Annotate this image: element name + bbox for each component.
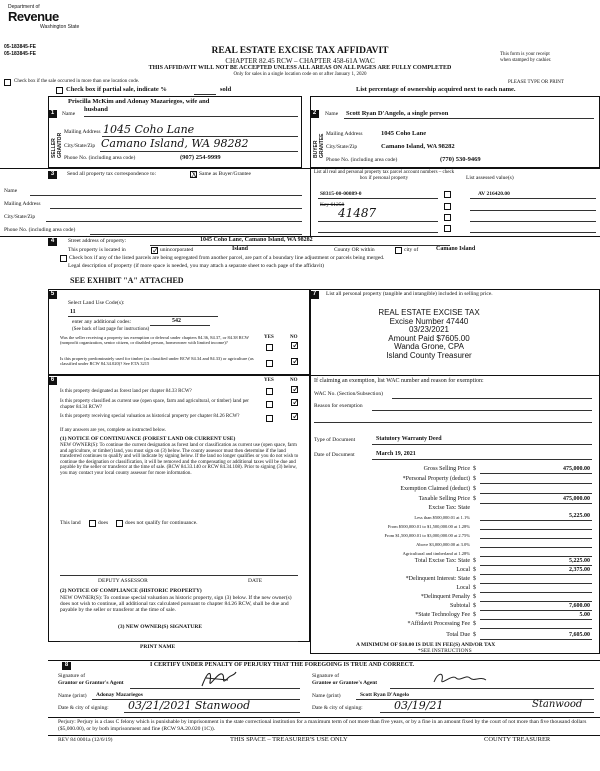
corr-phone-line[interactable] — [90, 234, 302, 235]
s5-q2-no[interactable]: ✓ — [292, 356, 300, 366]
this-land-label: This land — [60, 520, 81, 526]
grantee-city-value: Stanwood — [532, 699, 583, 710]
grantee-name-label: Name (print) — [312, 693, 341, 699]
delinq-int-underline — [480, 583, 592, 584]
rule-parcels-left — [310, 168, 311, 236]
local-underline — [480, 574, 592, 575]
grantor-signature — [198, 668, 238, 690]
wac-line[interactable] — [392, 398, 592, 399]
grantor-date-label: Date & city of signing: — [58, 705, 109, 711]
rev-number: REV 84 0001a (12/6/19) — [58, 737, 113, 743]
perjury-note: Perjury: Perjury is a class C felony which is punishable by imprisonment in the state correctional institution for a maximum term of not more than five years, or by a fine in an amount fixed by the court of not more than five thousand dollars ($5,000.00), or by both imprisonment and fine (RCW 9A.20.020 (1C)). — [58, 719, 587, 732]
grantee-sig-label-1: Signature of — [312, 673, 340, 679]
section-2-marker: 2 — [310, 110, 319, 118]
tech-fee-value: 5.00 — [579, 612, 590, 618]
street-label: Street address of property: — [68, 238, 127, 244]
s6-q3-no[interactable]: ✓ — [292, 411, 300, 421]
s6-if-yes: If any answers are yes, complete as instructed below. — [60, 428, 167, 433]
land-use-label: Select Land Use Code(s): — [68, 300, 125, 306]
send-corr-label: Send all property tax correspondence to: — [67, 171, 157, 177]
section-6-marker: 6 — [48, 377, 57, 385]
treasurer-stamp — [354, 309, 504, 360]
s5-q1-yes[interactable] — [266, 344, 273, 351]
bracket-4-underline — [480, 547, 592, 548]
bracket-3-underline — [480, 538, 592, 539]
segregated-checkbox[interactable] — [60, 255, 67, 262]
excise-state-label: Excise Tax: State — [428, 505, 470, 511]
s5-q2-yes[interactable] — [266, 360, 273, 367]
s5-q1: Was the seller receiving a property tax exemption or deferral under chapters 84.36, 84.37, or 84.38 RCW (nonprofit organization, senior citizen, or disabled person, homeowner with limited income)? — [60, 335, 249, 345]
stamp-line-6: Island County Treasurer — [386, 350, 472, 360]
unincorporated-checkbox[interactable]: ✓ — [152, 246, 159, 255]
personal-dollar: $ — [473, 476, 476, 482]
s6-q1: Is this property designated as forest land per chapter 84.33 RCW? — [60, 389, 192, 394]
city-of-checkbox[interactable] — [395, 247, 402, 254]
list-pct-note: List percentage of ownership acquired next to each name. — [356, 86, 516, 93]
receipt-note-1: This form is your receipt — [500, 52, 550, 57]
seller-side-label: SELLER GRANTOR — [51, 132, 63, 158]
new-owner-sig-label: (3) NEW OWNER(S) SIGNATURE — [118, 624, 202, 630]
stamp-line-4: Amount Paid $7605.00 — [388, 333, 470, 343]
corr-name-line[interactable] — [30, 195, 302, 196]
total-state-label: Total Excise Tax: State — [414, 558, 470, 564]
gross-label: Gross Selling Price — [423, 466, 470, 472]
city-name: Camano Island — [436, 246, 476, 252]
assessed-4-underline — [470, 232, 596, 233]
land-use-underline — [68, 316, 218, 317]
section-5-marker: 5 — [48, 291, 57, 299]
grantor-name-value: Adonay Mazariegos — [96, 692, 143, 698]
doc-date-label: Date of Document — [314, 452, 355, 458]
affidavit-fee-label: *Affidavit Processing Fee — [407, 621, 470, 627]
total-state-dollar: $ — [473, 558, 476, 564]
seller-phone-value: (907) 254-9999 — [180, 154, 221, 161]
parcel-3-personal-checkbox[interactable] — [444, 214, 451, 221]
rule-perjury-top — [48, 717, 600, 718]
buyer-name-underline — [344, 118, 594, 119]
section-3-marker: 3 — [48, 171, 57, 179]
section-7-marker: 7 — [310, 291, 319, 299]
buyer-city-value: Camano Island, WA 98282 — [381, 143, 455, 150]
rule-section3-top — [0, 168, 600, 169]
land-does-not-checkbox[interactable] — [116, 520, 123, 527]
grantee-sig-label-2: Grantee or Grantee's Agent — [312, 680, 378, 686]
rule-section8-top — [48, 660, 600, 661]
corr-mailing-label: Mailing Address — [4, 201, 41, 207]
taxable-dollar: $ — [473, 496, 476, 502]
assessed-2-underline — [470, 210, 596, 211]
county-label: County OR within — [334, 247, 375, 253]
form-id-1: 05-183845-FE — [4, 44, 36, 50]
parcel-4-personal-checkbox[interactable] — [444, 225, 451, 232]
doc-type-underline — [372, 444, 592, 445]
minimum-note: A MINIMUM OF $10.00 IS DUE IN FEE(S) AND/OR TAX — [356, 642, 496, 648]
taxable-label: Taxable Selling Price — [418, 496, 470, 502]
bracket-5-label: Agricultural and timberland at 1.28% — [402, 551, 470, 556]
rule-exemption-top — [310, 375, 600, 376]
form-id-2: 05-183845-FE — [4, 51, 36, 57]
unincorporated-label: unincorporated — [160, 247, 194, 253]
street-underline — [150, 245, 450, 246]
s5-no-header: NO — [290, 335, 298, 340]
grantee-date-underline — [380, 712, 594, 713]
total-state-underline — [480, 565, 592, 566]
reason-label: Reason for exemption — [314, 403, 363, 409]
grantor-sig-line — [130, 688, 300, 689]
bracket-4-label: Above $3,000,000.00 at 3.0% — [416, 542, 470, 547]
grantor-name-label: Name (print) — [58, 693, 87, 699]
bracket-5-underline — [480, 556, 592, 557]
total-due-label: Total Due — [446, 632, 470, 638]
s6-no-header: NO — [290, 378, 298, 383]
section-1-marker: 1 — [48, 110, 57, 118]
bracket-1-value: 5,225.00 — [569, 513, 590, 519]
exemption-dollar: $ — [473, 486, 476, 492]
buyer-side-label: BUYER GRANTEE — [313, 133, 325, 158]
print-name-label: PRINT NAME — [140, 644, 176, 650]
grantee-signature — [430, 668, 490, 690]
delinq-pen-underline — [480, 601, 592, 602]
seller-name-line2: husband — [84, 106, 108, 113]
additional-codes-value: 542 — [172, 318, 181, 324]
stamp-line-3: 03/23/2021 — [408, 325, 450, 334]
deputy-sig-line — [60, 575, 298, 576]
parcel-4-underline — [318, 232, 438, 233]
form-notice-sub: Only for sales in a single location code on or after January 1, 2020 — [233, 72, 367, 77]
corr-city-label: City/State/Zip — [4, 214, 36, 220]
buyer-mailing-label: Mailing Address — [326, 131, 363, 137]
assessed-1-underline — [470, 198, 596, 199]
buyer-phone-value: (770) 530-9469 — [440, 156, 481, 163]
gross-value: 475,000.00 — [563, 466, 590, 472]
subtotal-underline — [480, 610, 592, 611]
doc-date-value: March 19, 2021 — [376, 451, 416, 457]
form-title: REAL ESTATE EXCISE TAX AFFIDAVIT — [211, 46, 389, 56]
local2-label: Local — [456, 585, 470, 591]
segregated-label: Check box if any of the listed parcels are being segregated from another parcel, are part of a boundary line adjustment or parcels being merged. — [69, 255, 385, 261]
grantee-sig-line — [390, 688, 594, 689]
buyer-city-label: City/State/Zip — [326, 144, 358, 150]
s6-q3-yes[interactable] — [266, 415, 273, 422]
compliance-title: (2) NOTICE OF COMPLIANCE (HISTORIC PROPERTY) — [60, 588, 202, 594]
assessed-1: AV 216420.00 — [478, 191, 510, 197]
doc-date-underline — [372, 459, 592, 460]
s6-q2: Is this property classified as current use (open space, farm and agricultural, or timber) land per chapter 84.34 RCW? — [60, 399, 249, 410]
sold-label: sold — [220, 86, 232, 93]
tech-fee-label: *State Technology Fee — [415, 612, 470, 618]
see-back-note: (See back of last page for instructions) — [72, 327, 150, 332]
parcel-2-handwritten: 41487 — [338, 206, 377, 220]
additional-codes-label: enter any additional codes: — [72, 319, 132, 325]
parcel-2-struck: Key 61258 — [320, 202, 345, 208]
compliance-body: NEW OWNER(S): To continue special valuation as historic property, sign (3) below. If the new owner(s) does not wish to continue, all additional tax calculated pursuant to chapter 84.26 RCW, shall be due and payable by the seller or transferor at the time of sale. — [60, 595, 292, 613]
exemption-deduct-label: Exemption Claimed (deduct) — [400, 486, 470, 492]
total-due-value: 7,605.00 — [569, 632, 590, 638]
grantee-date-label: Date & city of signing: — [312, 705, 363, 711]
affidavit-fee-underline — [480, 628, 592, 629]
buyer-name-label: Name — [325, 111, 339, 117]
seller-mailing-label: Mailing Address — [64, 129, 101, 135]
treasurer-use-label: THIS SPACE – TREASURER'S USE ONLY — [230, 736, 348, 743]
tech-fee-dollar: $ — [473, 612, 476, 618]
land-does-not-label: does not qualify for continuance. — [125, 520, 198, 526]
delinq-pen-label: *Delinquent Penalty — [420, 594, 470, 600]
personal-deduct-label: *Personal Property (deduct) — [402, 476, 470, 482]
corr-name-label: Name — [4, 188, 18, 194]
grantor-sig-label-1: Signature of — [58, 673, 86, 679]
doc-type-label: Type of Document — [314, 437, 356, 443]
s5-q1-no[interactable]: ✓ — [292, 340, 300, 350]
agency-top: Department of — [8, 4, 40, 10]
grantor-date-underline — [124, 712, 300, 713]
personal-property-label: List all personal property (tangible and intangible) included in selling price. — [326, 291, 493, 297]
parcel-2-personal-checkbox[interactable] — [444, 203, 451, 210]
section-4-marker: 4 — [48, 238, 57, 246]
subtotal-label: Subtotal — [449, 603, 470, 609]
grantor-sig-label-2: Grantor or Grantor's Agent — [58, 680, 124, 686]
reason-line-2[interactable] — [314, 422, 592, 423]
deputy-date-label: DATE — [248, 578, 263, 584]
s6-q2-no[interactable]: ✓ — [292, 397, 300, 407]
local2-dollar: $ — [473, 585, 476, 591]
delinq-int-label: *Delinquent Interest: State — [405, 576, 470, 582]
partial-pct-line[interactable] — [194, 94, 216, 95]
seller-name-line1: Priscilla McKim and Adonay Mazariegos, wife and — [68, 98, 210, 105]
s6-q1-yes[interactable] — [266, 388, 273, 395]
receipt-note-2: when stamped by cashier. — [500, 58, 552, 63]
continuance-body: NEW OWNER(S): To continue the current designation as forest land or classification as current use (open space, farm and agriculture, or timber) land, you must sign on (3) below. The county assessor must then determine if the land transferred continues to qualify and will indicate by signing below. If the land no longer qualifies or you do not wish to continue the designation or classification, it will be removed and the compensating or additional taxes will be due and payable by the seller or transferor at the time of sale. (RCW 84.33.140 or RCW 84.34.108). Prior to signing (3) below, you may contact your local county assessor for more information. — [60, 443, 299, 476]
assessed-header: List assessed value(s) — [466, 175, 514, 181]
s6-q2-yes[interactable] — [266, 401, 273, 408]
wac-label: WAC No. (Section/Subsection) — [314, 391, 383, 397]
parcel-1: S8315-00-00089-0 — [320, 191, 362, 197]
multi-location-checkbox[interactable] — [4, 79, 11, 86]
parcels-header: List all real and personal property tax parcel account numbers – check box if personal property — [313, 170, 455, 181]
additional-underline — [150, 325, 210, 326]
gross-underline — [480, 473, 592, 474]
stamp-line-5: Wanda Grone, CPA — [394, 342, 464, 351]
continuance-title: (1) NOTICE OF CONTINUANCE (FOREST LAND OR CURRENT USE) — [60, 436, 236, 442]
doc-type-value: Statutory Warranty Deed — [376, 436, 442, 442]
print-note: PLEASE TYPE OR PRINT — [508, 80, 564, 85]
local-label: Local — [456, 567, 470, 573]
land-does-checkbox[interactable] — [89, 520, 96, 527]
s6-yes-header: YES — [264, 378, 274, 383]
gross-dollar: $ — [473, 466, 476, 472]
section-8-marker: 8 — [62, 662, 71, 670]
seller-city-underline — [100, 151, 298, 152]
stamp-line-2: Excise Number 47440 — [389, 316, 469, 326]
seller-mailing-value: 1045 Coho Lane — [103, 123, 195, 136]
partial-sale-label: Check box if partial sale, indicate % — [66, 86, 167, 93]
buyer-phone-label: Phone No. (including area code) — [326, 157, 398, 163]
form-subtitle: CHAPTER 82.45 RCW – CHAPTER 458-61A WAC — [225, 57, 375, 65]
local-value: 2,375.00 — [569, 567, 590, 573]
local2-underline — [480, 592, 592, 593]
county-treasurer-label: COUNTY TREASURER — [484, 736, 551, 743]
seller-phone-label: Phone No. (including area code) — [64, 155, 136, 161]
grantee-date-value: 03/19/21 — [394, 699, 444, 712]
agency-logo: Revenue — [8, 9, 59, 24]
bracket-1-underline — [480, 520, 592, 521]
corr-phone-label: Phone No. (including area code) — [4, 227, 76, 233]
reason-line[interactable] — [372, 410, 592, 411]
total-due-underline — [480, 639, 592, 640]
corr-mailing-line[interactable] — [50, 208, 302, 209]
s6-q1-no[interactable]: ✓ — [292, 384, 300, 394]
exemption-claim-label: If claiming an exemption, list WAC number and reason for exemption: — [314, 378, 484, 384]
street-value: 1045 Coho Lane, Camano Island, WA 98282 — [200, 237, 313, 243]
parcel-1-underline — [318, 198, 438, 199]
agency-sub: Washington State — [40, 24, 80, 30]
parcel-3-underline — [318, 221, 438, 222]
seller-name-label: Name — [62, 111, 76, 117]
taxable-value: 475,000.00 — [563, 496, 590, 502]
parcel-1-personal-checkbox[interactable] — [444, 191, 451, 198]
legal-label: Legal description of property (if more space is needed, you may attach a separate sheet to each page of the affidavit) — [68, 263, 324, 269]
personal-underline — [480, 483, 592, 484]
seller-name-underline — [84, 116, 298, 117]
subtotal-value: 7,600.00 — [569, 603, 590, 609]
total-state-value: 5,225.00 — [569, 558, 590, 564]
print-name-line — [60, 641, 298, 642]
s5-q2: Is this property predominately used for timber (as classified under RCW 84.34 and 84.33) or agriculture (as classified under RCW 84.34.020)? See ETA 3215 — [60, 356, 254, 366]
buyer-name-value: Scott Ryan D'Angelo, a single person — [346, 110, 449, 117]
see-exhibit: SEE EXHIBIT "A" ATTACHED — [70, 276, 184, 285]
land-does-label: does — [98, 520, 109, 526]
grantee-name-value: Scott Ryan D'Angelo — [360, 692, 410, 698]
land-use-value: 11 — [70, 309, 76, 315]
same-as-buyer-checkbox[interactable]: X — [191, 170, 197, 179]
see-instructions: *SEE INSTRUCTIONS — [418, 648, 472, 654]
form-notice: THIS AFFIDAVIT WILL NOT BE ACCEPTED UNLESS ALL AREAS ON ALL PAGES ARE FULLY COMPLETED — [148, 65, 452, 71]
tech-fee-underline — [480, 619, 592, 620]
grantor-date-value: 03/21/2021 Stanwood — [128, 699, 251, 712]
exemption-underline — [480, 493, 592, 494]
total-due-dollar: $ — [473, 632, 476, 638]
multi-location-label: Check box if the sale occurred in more than one location code. — [14, 79, 140, 84]
bracket-2-underline — [480, 529, 592, 530]
local-dollar: $ — [473, 567, 476, 573]
located-label: This property is located in — [68, 247, 126, 253]
taxable-underline — [480, 503, 592, 504]
delinq-int-dollar: $ — [473, 576, 476, 582]
buyer-mailing-value: 1045 Coho Lane — [381, 130, 427, 137]
partial-sale-checkbox[interactable] — [56, 87, 63, 94]
delinq-pen-dollar: $ — [473, 594, 476, 600]
seller-city-value: Camano Island, WA 98282 — [101, 137, 249, 150]
bracket-1-label: Less than $500,000.01 at 1.1% — [414, 515, 470, 520]
subtotal-dollar: $ — [473, 603, 476, 609]
bracket-3-label: From $1,500,000.01 to $3,000,000.00 at 2.75% — [384, 533, 470, 538]
same-as-buyer-label: Same as Buyer/Grantee — [199, 171, 251, 177]
city-of-label: city of — [404, 247, 419, 253]
corr-city-line[interactable] — [46, 221, 302, 222]
bracket-2-label: From $500,000.01 to $1,500,000.00 at 1.28% — [387, 524, 470, 529]
deputy-assessor-label: DEPUTY ASSESSOR — [98, 578, 148, 584]
affidavit-fee-dollar: $ — [473, 621, 476, 627]
s5-yes-header: YES — [264, 335, 274, 340]
seller-city-label: City/State/Zip — [64, 143, 96, 149]
stamp-line-1: REAL ESTATE EXCISE TAX — [378, 308, 480, 317]
certify-statement: I CERTIFY UNDER PENALTY OF PERJURY THAT THE FOREGOING IS TRUE AND CORRECT. — [150, 662, 415, 668]
s6-q3: Is this property receiving special valuation as historical property per chapter 84.26 RCW? — [60, 414, 240, 419]
assessed-3-underline — [470, 221, 596, 222]
county-name: Island — [232, 246, 249, 252]
